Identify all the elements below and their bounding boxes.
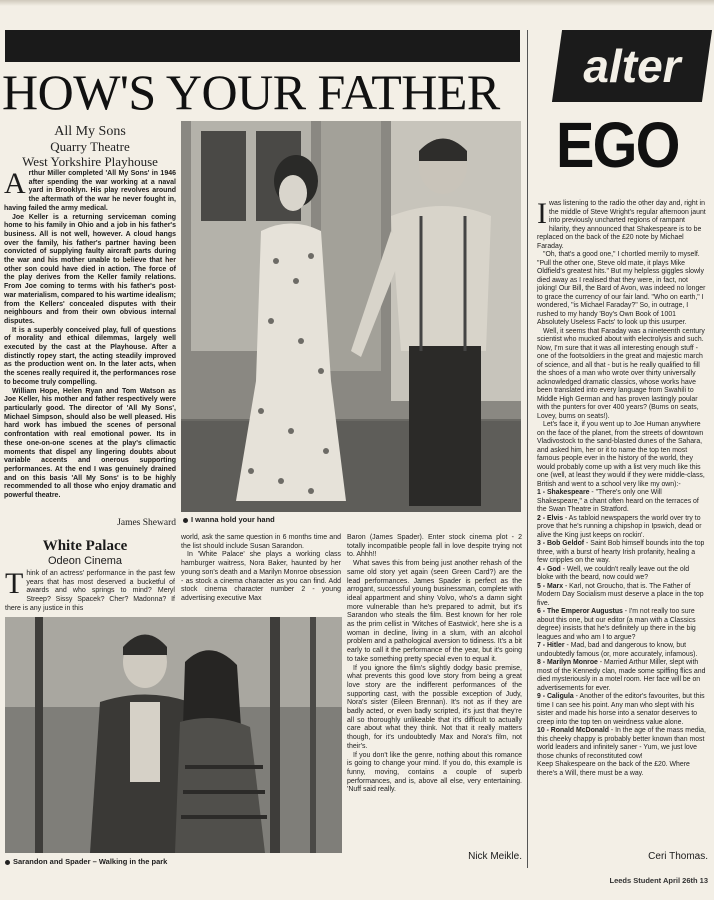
review2-column-3	[347, 534, 522, 849]
review2-heading	[10, 538, 160, 568]
top-ten-item	[537, 515, 707, 541]
review2-paragraph: If you ignore the film's slightly dodgy basic premise, what prevents this good love story from being a great love story are the indifferent performances of the supporting cast, with the possible exception of Judy, Nora's sister (Eileen Brennan). It's not as if they are badly acted, or even badly scripted, it's just that they're all so thoroughly unlikeable that it's difficult to actually care about what they think. Not that it really matters though, for it's undoubtedly Max and Nora's film, not their's.	[347, 664, 522, 750]
page-headline: HOW'S YOUR FATHER	[2, 64, 500, 120]
column-closing: Keep Shakespeare on the back of the £20. Where there's a Will, there must be a way.	[537, 761, 690, 777]
review1-photo-caption: I wanna hold your hand	[183, 515, 513, 524]
top-ten-item-text: - Married Arthur Miller, slept with most of the Kennedy clan, made some spiffing flics and died mysteriously in a motel room. Her face will be on advertisements for ever.	[537, 659, 706, 692]
top-ten-item	[537, 540, 707, 566]
review2-dropcap: T	[5, 567, 24, 600]
review1-heading	[5, 124, 175, 169]
review2-photo	[5, 617, 342, 853]
top-ten-item-text: - As tabloid newspapers the world over try to prove that he's running a chipshop in Ipswich, dead or alive the King just keeps on rockin'.	[537, 514, 702, 539]
review2-paragraph: What saves this from being just another rehash of the same old story yet again (seen Green Card?) are the lead performances. James Spader is perfect as the arrogant, successful young businessman, complete with ideal appartment and shiny Volvo, who's a damn sight more vulnerable than he's prepared to admit, but it's Sarandon who steals the film. Best known for her role as the prim cellist in 'Witches of Eastwick', here she is a woman in decline, living in a slum, with an alcohol problem and a pathological aversion to tidiness. It's a bit early to call it the performance of the year, but it's going to take something pretty special even to equal it.	[347, 560, 522, 663]
column-paragraph: "Oh, that's a good one," I chortled merrily to myself. "Pull the other one, Steve old mate, it plays Mike Oldfield's greatest hits." But my helpless giggles slowly died away as I realised that they were, in fact, not joking! Our Bill, the Bard of Avon, was indeed no longer to grace the currency of our fair land. "Who on earth," I wondered, "is Michael Faraday?" So, in outrage, I rushed to my handy 'Boy's Own Book of 1001 Absolutely Useless Facts' to look up this usurper.	[537, 251, 706, 326]
top-ten-item	[537, 566, 707, 583]
review2-paragraph: In 'White Palace' she plays a working class hamburger waitress, Nora Baker, haunted by her young son's death and a Marilyn Monroe obsession - as stock a cinema character as you can find. Add stock cinema character number 2 - young advertising executive Max	[181, 551, 341, 602]
column-title-alter: alter	[583, 40, 681, 92]
caption-bullet-icon	[183, 518, 188, 523]
review2-author: Nick Meikle.	[468, 851, 522, 862]
top-ten-item-text: - In the age of the mass media, this cheeky chappy is probably better known than most world leaders and infinitely saner - Yum, we just love those chunks of reconstituted cow!	[537, 727, 706, 760]
top-ten-item-label: 3 - Bob Geldof	[537, 540, 585, 547]
top-ten-item-text: - Mad, bad and dangerous to know, but undoubtedly famous (or, more accurately, infamous).	[537, 642, 698, 658]
page-fold-shadow	[0, 0, 714, 6]
top-ten-item	[537, 642, 707, 659]
review2-paragraph: world, ask the same question in 6 months time and the list should include Susan Sarandon.	[181, 534, 341, 550]
top-ten-item-label: 5 - Marx	[537, 582, 564, 590]
page-footer: Leeds Student April 26th 13	[609, 876, 708, 885]
top-ten-item-label: 10 - Ronald McDonald	[537, 727, 609, 734]
review2-column-2	[181, 534, 341, 614]
review2-title: White Palace	[42, 538, 128, 554]
top-ten-item	[537, 608, 707, 642]
top-ten-item-text: - Saint Bob himself bounds into the top three, with a burst of hearty Irish profanity, healing a few cripples on the way.	[537, 540, 705, 564]
review1-paragraph: Arthur Miller completed 'All My Sons' in 1946 after spending the war working at a naval yard in Brooklyn. His play revolves around the aftermath of the war he never fought in, having failed the army medical.	[4, 167, 176, 212]
top-ten-item-text: - Karl, not Groucho, that is. The Father of Modern Day Socialism must deserve a place in the top five.	[537, 582, 704, 607]
review1-company: Quarry Theatre	[50, 139, 130, 154]
top-ten-item-text: - I'm not really too sure about this one, but our editor (a man with a Classics degree) insists that he's definitely up there in the big leagues and who am I to argue?	[537, 608, 696, 641]
park-photo-illustration	[5, 617, 342, 853]
top-ten-item	[537, 693, 707, 727]
review2-photo-caption: Sarandon and Spader – Walking in the park	[5, 857, 335, 866]
column-divider	[527, 30, 528, 868]
top-ten-item-text: - Well, we couldn't really leave out the old bloke with the beard, now could we?	[537, 565, 690, 581]
top-ten-list	[537, 489, 707, 761]
top-ten-item	[537, 489, 707, 515]
review1-paragraph: Joe Keller is a returning serviceman coming home to his family in Ohio and a job in his father's business. All is not well, however. A cloud hangs over the family, his father's partner having been convicted of supplying faulty aircraft parts during the war and his mother unable to believe that her other son could have died in action. The force of the play derives from the Keller family relations. From Joe coming to terms with his father's post-war materialism, compared to his wartime idealism; from the Kellers' concealed disputes with their neighbours and from their own obvious internal disputes.	[4, 213, 176, 325]
column-author: Ceri Thomas.	[648, 851, 708, 862]
top-ten-item-label: 4 - God	[537, 565, 561, 573]
top-ten-item-label: 6 - The Emperor Augustus	[537, 608, 623, 615]
top-ten-item-label: 7 - Hitler	[537, 642, 565, 649]
top-ten-item-label: 2 - Elvis	[537, 514, 564, 522]
headline-black-bar	[5, 30, 520, 62]
top-ten-item	[537, 727, 707, 761]
column-title-ego: EGO	[556, 109, 679, 181]
column-paragraph: Well, it seems that Faraday was a nineteenth century scientist who mucked about with electrolysis and such. Now, I'm sure that it was all interesting enough stuff - one of the footsoldiers in the great and majestic march of science, and all that - but is he really qualified to fill the shoes of a man who wrote over thirty universally acknowledged dramatic classics, whose works have been translated into every language from Swahili to Middle High German and has proven lastingly poular with the punters for over 400 years? (Bums on seats, Lovey, bums on seats!).	[537, 327, 705, 420]
review1-dropcap: A	[4, 167, 26, 200]
review1-paragraph: It is a superbly conceived play, full of questions of morality and ethical dilemmas, largely well executed by the cast at the Playhouse. After a distinctly ropey start, the acting steadily improved as the production went on. In the later acts, when the scenes really required it, the performances rose to become truly compelling.	[4, 326, 176, 386]
top-ten-item	[537, 659, 707, 693]
column-paragraph: Let's face it, if you went up to Joe Human anywhere on the face of the planet, from the streets of downtown Vladivostock to the sand-blasted dunes of the Sahara, and asked him, her or it to name the top ten most famous people ever in the history of the world, they would probably come up with a list very much like this one (well, at least they would if they were middle-class, British and went to a school very like my own):-	[537, 421, 705, 488]
column-paragraph: I was listening to the radio the other day and, right in the middle of Steve Wright's regular afternoon jaunt into previously uncharted regions of rampant hilarity, they announced that Shakespeare is to be replaced on the back of the £20 note by Michael Faraday.	[537, 197, 706, 250]
review1-body	[4, 167, 176, 522]
top-ten-item-label: 9 - Caligula	[537, 693, 574, 700]
top-ten-item	[537, 583, 707, 609]
top-ten-item-label: 8 - Marilyn Monroe	[537, 659, 598, 666]
top-ten-item-label: 1 - Shakespeare	[537, 489, 590, 496]
top-ten-item-text: - "There's only one Will Shakespeare," a chant often heard on the terraces of the Swan Theatre in Stratford.	[537, 489, 699, 513]
caption-bullet-icon	[5, 860, 10, 865]
alter-ego-column-body	[537, 197, 707, 848]
column-dropcap: I	[537, 197, 547, 230]
review2-intro: Think of an actress' performance in the past few years that has most deserved a bucketful of awards and who springs to mind? Meryl Streep? Sissy Spacek? Cher? Madonna? If there is any justice in this	[5, 567, 175, 612]
review1-author: James Sheward	[117, 518, 176, 528]
review2-paragraph: If you don't like the genre, nothing about this romance is going to change your mind. If you do, this example is funny, moving, contains a couple of superb performances, and is, above all else, very entertaining. 'Nuff said really.	[347, 751, 522, 794]
couple-photo-illustration	[181, 121, 521, 512]
top-ten-item-text: - Another of the editor's favourites, but this time I can see his point. Any man who slept with his sister and made his horse into a senator deserves to creep into the top ten on weirdness value alone.	[537, 693, 705, 726]
review1-paragraph: William Hope, Helen Ryan and Tom Watson as Joe Keller, his mother and father respectively were particularly good. The director of 'All My Sons', Michael Simpson, should also be well pleased. His hard work has imbued the scenes of personal confrontation with real emotional power. Its in these one-on-one scenes at the play's climactic moments that dispel any lingering doubts about variable accents and onerous supporting performances. At the end I was genuinely drained and on this basis 'All My Sons' is to be highly recommended to all those who enjoy dramatic and powerful theatre.	[4, 387, 176, 500]
review1-photo	[181, 121, 521, 512]
review1-title: All My Sons	[54, 124, 126, 139]
review1-venue: West Yorkshire Playhouse	[22, 154, 158, 169]
review2-venue: Odeon Cinema	[48, 555, 122, 567]
review2-paragraph: Baron (James Spader). Enter stock cinema plot - 2 totally incompatible people fall in love despite trying not to. Ahhh!!	[347, 534, 522, 559]
